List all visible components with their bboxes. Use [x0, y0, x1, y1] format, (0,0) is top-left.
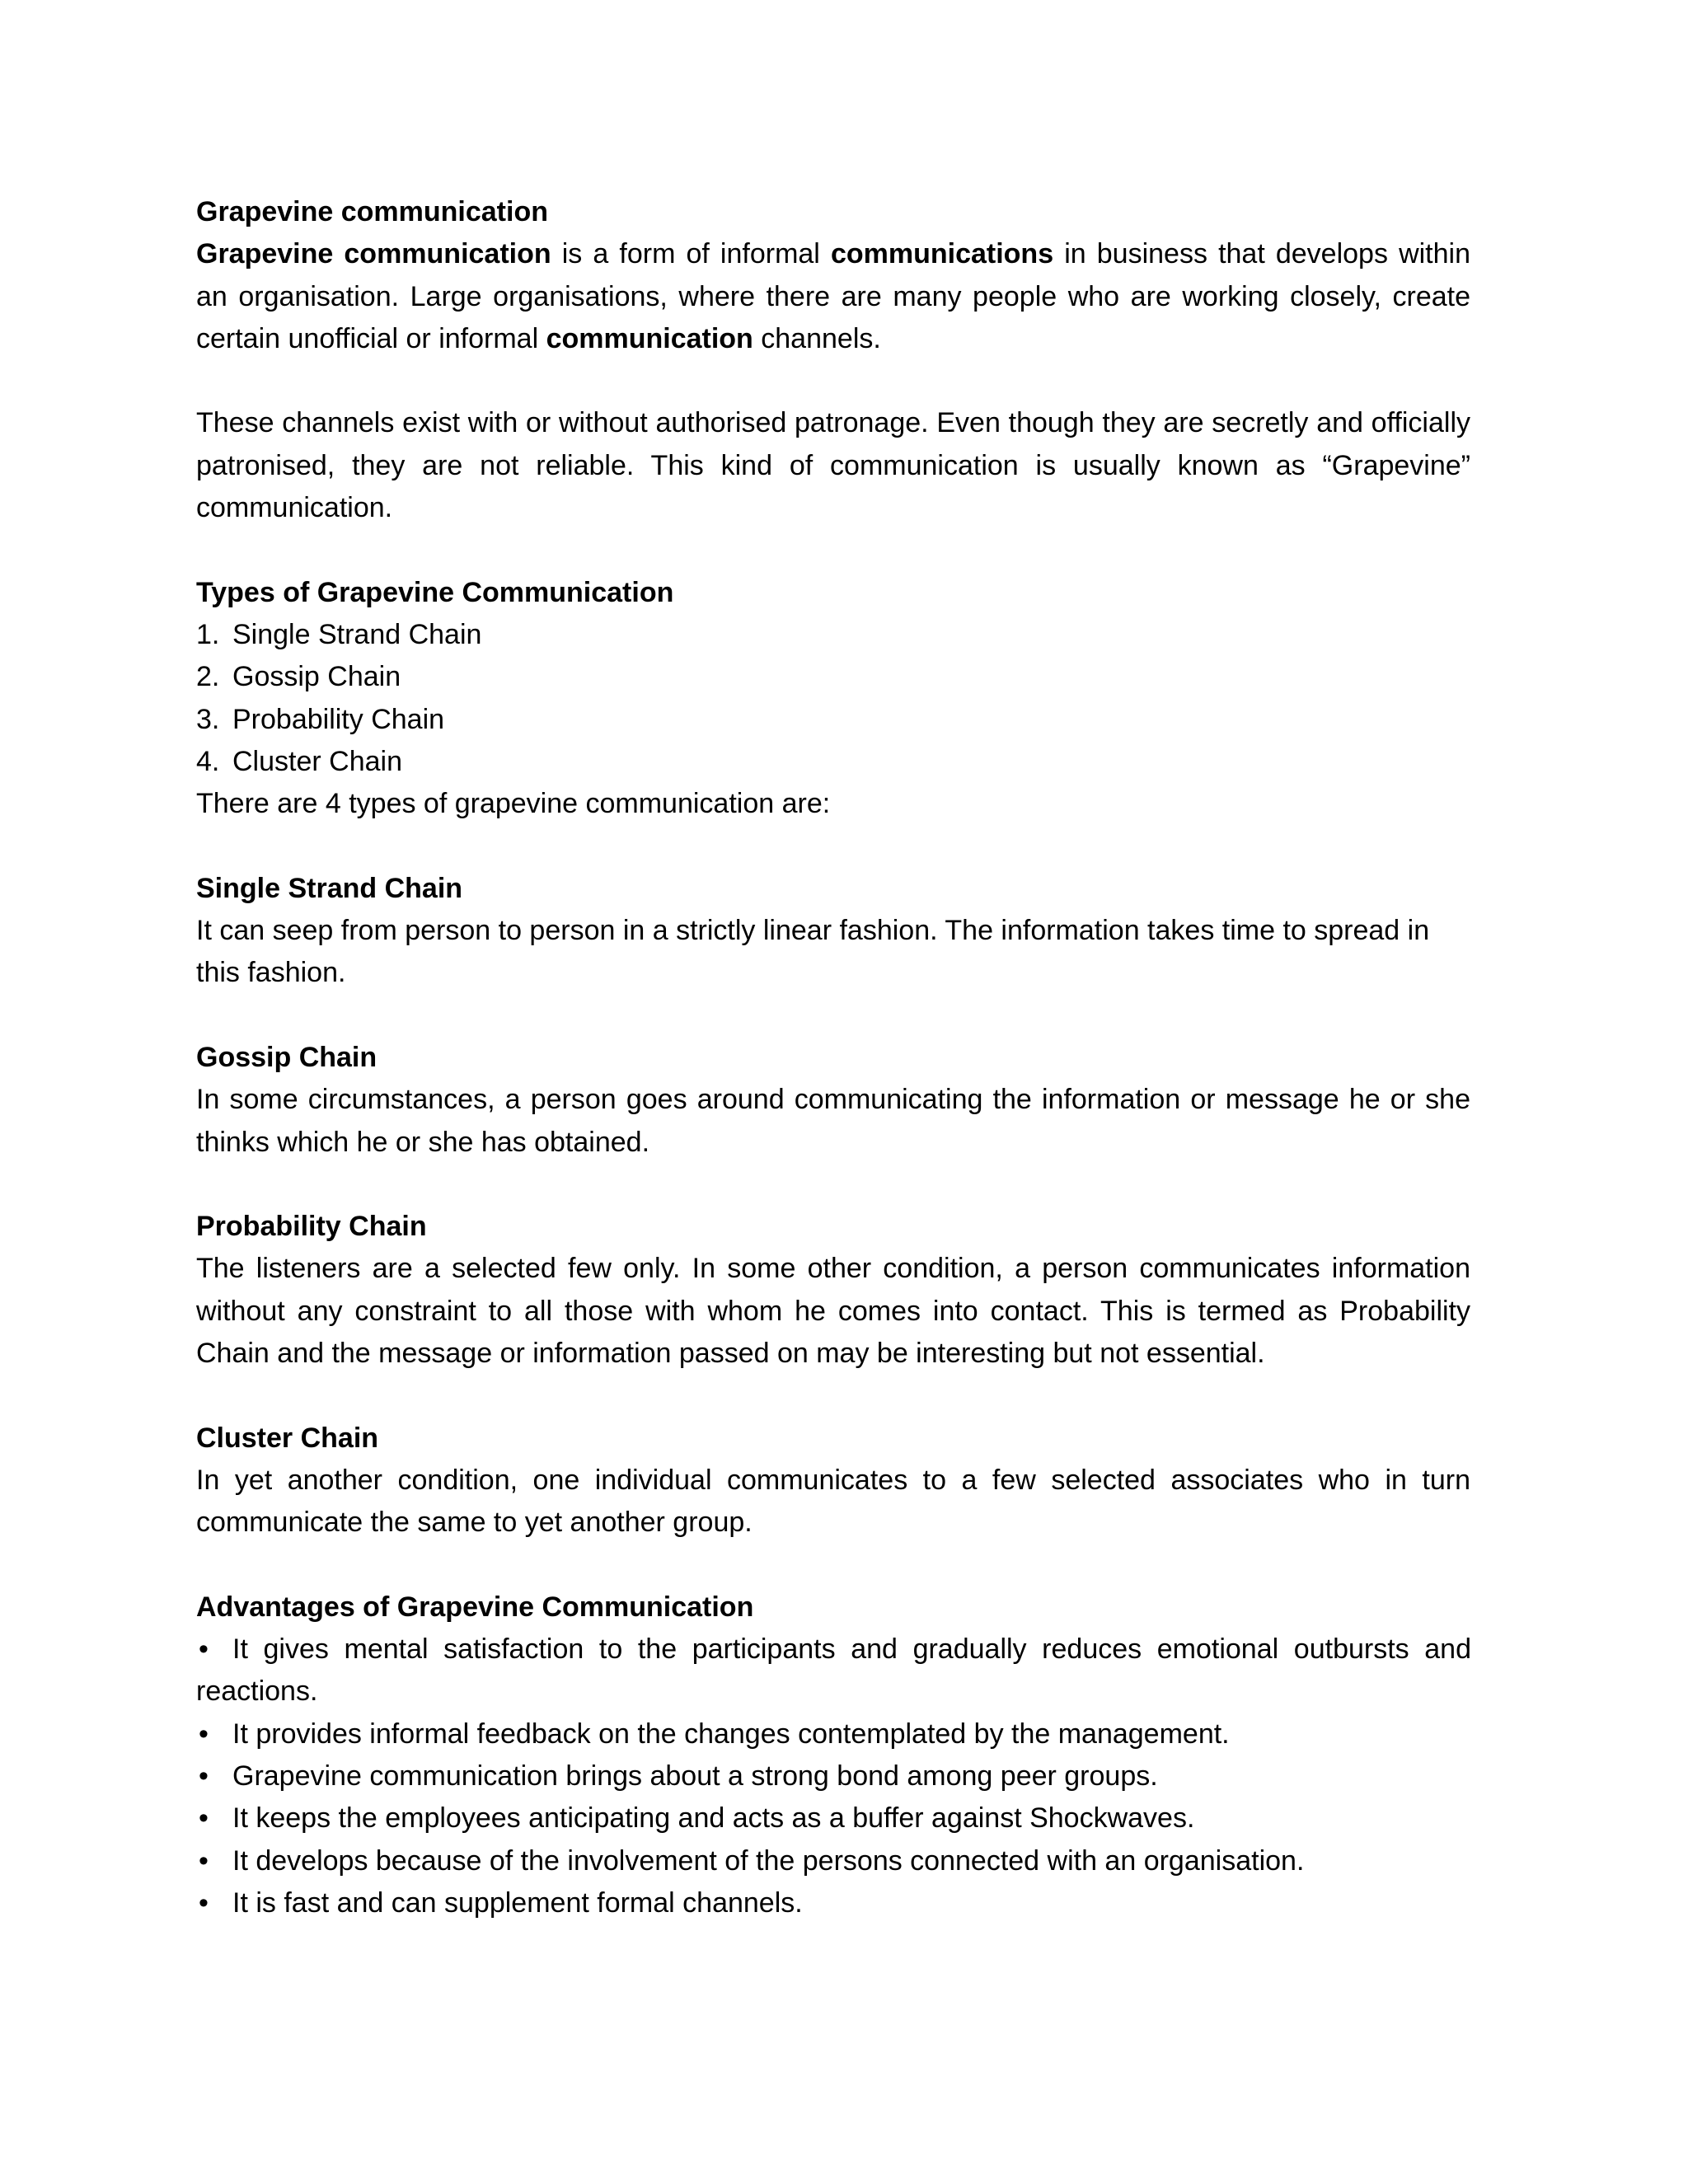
intro-paragraph: [196, 233, 1470, 360]
intro-text: in business that develops within an organisation. Large organisations, where there are many people who are working closely, create certain unofficial or informal: [196, 238, 1470, 354]
spacer: [196, 825, 1470, 867]
bullet-icon: •: [199, 1633, 209, 1666]
spacer: [196, 529, 1470, 571]
list-item: [196, 1713, 1470, 1755]
list-number: 3.: [196, 703, 220, 735]
section-heading: Cluster Chain: [196, 1422, 379, 1454]
list-item: [196, 699, 1470, 741]
intro-bold-term: communications: [830, 238, 1054, 270]
list-label: It keeps the employees anticipating and acts as a buffer against Shockwaves.: [232, 1802, 1195, 1835]
list-label: Single Strand Chain: [232, 618, 482, 650]
list-item: [196, 1882, 1470, 1924]
spacer: [196, 360, 1470, 402]
section-body: In yet another condition, one individual communicates to a few selected associates who in turn communicate the same to yet another group.: [196, 1464, 1470, 1539]
list-item: [196, 614, 1470, 656]
list-label: Gossip Chain: [232, 661, 401, 693]
list-label: Cluster Chain: [232, 745, 402, 777]
document-page: [196, 191, 1470, 1924]
spacer: [196, 995, 1470, 1037]
types-list: [196, 614, 1470, 783]
spacer: [196, 1375, 1470, 1417]
bullet-icon: •: [199, 1718, 209, 1750]
list-number: 1.: [196, 618, 220, 650]
intro-text: is a form of informal: [551, 238, 831, 270]
section-body: In some circumstances, a person goes around communicating the information or message he or she thinks which he or she has obtained.: [196, 1084, 1470, 1158]
list-label: Probability Chain: [232, 703, 445, 735]
types-heading: Types of Grapevine Communication: [196, 576, 674, 608]
bullet-icon: •: [199, 1760, 209, 1792]
list-item: [196, 656, 1470, 698]
document-title: Grapevine communication: [196, 196, 548, 227]
bullet-icon: •: [199, 1886, 209, 1919]
list-number: 2.: [196, 661, 220, 693]
list-number: 4.: [196, 745, 220, 777]
section-heading: Single Strand Chain: [196, 872, 463, 904]
list-item-continuation: reactions.: [196, 1675, 318, 1708]
advantages-heading: Advantages of Grapevine Communication: [196, 1591, 754, 1623]
list-label: It gives mental satisfaction to the participants and gradually reduces emotional outbursts and: [232, 1633, 1471, 1666]
intro-text: channels.: [753, 322, 881, 354]
section-body: It can seep from person to person in a strictly linear fashion. The information takes time to spread in this fashion.: [196, 915, 1430, 989]
list-item: [196, 1797, 1470, 1840]
intro-bold-term: Grapevine communication: [196, 238, 551, 270]
list-item: [196, 1629, 1470, 1671]
section-body: The listeners are a selected few only. In some other condition, a person communicates information without any constraint to all those with whom he comes into contact. This is termed as Probability Chain and the message or information passed on may be interesting but not essential.: [196, 1253, 1470, 1370]
spacer: [196, 1544, 1470, 1586]
list-item: [196, 741, 1470, 783]
section-heading: Gossip Chain: [196, 1041, 377, 1073]
bullet-icon: •: [199, 1802, 209, 1835]
list-label: It develops because of the involvement of the persons connected with an organisation.: [232, 1844, 1305, 1877]
list-label: It is fast and can supplement formal channels.: [232, 1886, 803, 1919]
types-summary: There are 4 types of grapevine communication are:: [196, 788, 831, 820]
list-item: [196, 1840, 1470, 1882]
list-item: [196, 1755, 1470, 1797]
section-heading: Probability Chain: [196, 1211, 427, 1243]
spacer: [196, 1164, 1470, 1206]
advantages-list: [196, 1629, 1470, 1924]
bullet-icon: •: [199, 1844, 209, 1877]
intro-bold-term: communication: [546, 322, 753, 354]
channels-paragraph: These channels exist with or without authorised patronage. Even though they are secretly and officially patronised, they are not reliable. This kind of communication is usually known as “Grapevine” communication.: [196, 407, 1470, 524]
list-label: Grapevine communication brings about a strong bond among peer groups.: [232, 1760, 1158, 1792]
list-label: It provides informal feedback on the changes contemplated by the management.: [232, 1718, 1230, 1750]
